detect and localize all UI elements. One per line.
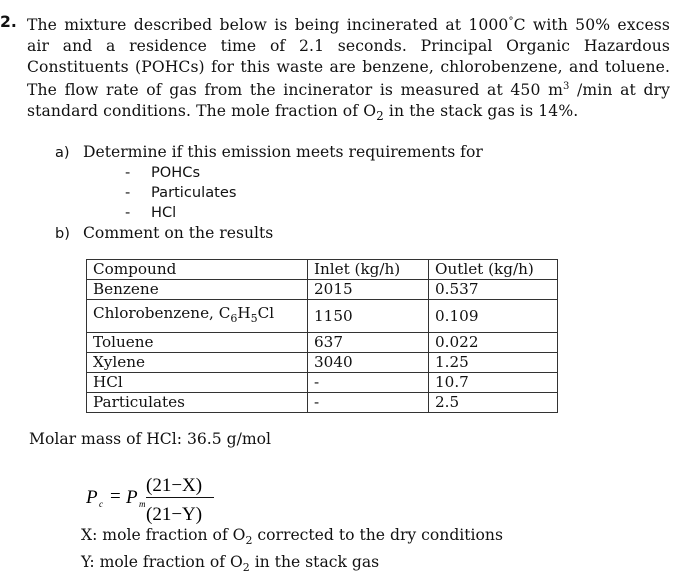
list-item-text: Particulates <box>151 184 237 201</box>
definition-y <box>81 552 503 578</box>
formula-denominator: (21−Y) <box>146 504 203 525</box>
table-cell: 10.7 <box>429 373 558 393</box>
table-row <box>87 300 558 333</box>
formula-lhs: P <box>86 487 98 508</box>
dash-bullet: - <box>125 204 131 221</box>
o2-subscript: 2 <box>376 109 384 124</box>
table-header-cell: Inlet (kg/h) <box>308 260 429 280</box>
emissions-table <box>86 259 558 413</box>
correction-formula <box>86 470 286 526</box>
table-row <box>87 393 558 413</box>
table-cell: 3040 <box>308 353 429 373</box>
definition-y-sub: 2 <box>242 560 250 574</box>
table-cell: - <box>308 393 429 413</box>
table-cell: Benzene <box>87 280 308 300</box>
subquestion-list <box>55 142 483 244</box>
dash-bullet: - <box>125 164 131 181</box>
subquestion-a <box>55 142 483 163</box>
table-header-row <box>87 260 558 280</box>
requirement-list <box>55 163 483 223</box>
list-item <box>55 163 483 183</box>
definition-x-end: corrected to the dry conditions <box>252 526 503 544</box>
table-header-cell: Outlet (kg/h) <box>429 260 558 280</box>
list-item <box>55 203 483 223</box>
formula-numerator: (21−X) <box>146 475 203 496</box>
problem-text-part2: C with 50% excess air and a residence time of 2.1 seconds. Principal Organic Hazardous Constituents (POHCs) for this waste are benzene, chlorobenzene, and toluene. The flow rate of gas from the incinerator is measured at 450 m <box>27 16 671 100</box>
problem-text-part4: in the stack gas is 14%. <box>383 102 579 121</box>
definition-y-start: Y: mole fraction of O <box>81 552 243 571</box>
dash-bullet: - <box>125 184 131 201</box>
table-cell: 1.25 <box>429 353 558 373</box>
definition-y-end: in the stack gas <box>249 552 380 571</box>
table-row <box>87 333 558 353</box>
cubic-superscript: 3 <box>562 81 570 93</box>
table-cell-chlorobenzene <box>87 300 308 333</box>
table-cell: 2.5 <box>429 393 558 413</box>
variable-definitions <box>81 525 503 578</box>
table-row <box>87 280 558 300</box>
subquestion-a-label: a) <box>55 145 70 161</box>
table-cell: Particulates <box>87 393 308 413</box>
problem-text-part3: /min at dry standard conditions. The mole fraction of O <box>27 81 671 121</box>
problem-text <box>27 12 670 127</box>
problem-text-part1: The mixture described below is being incinerated at 1000 <box>27 16 509 35</box>
table-cell: 0.109 <box>429 300 558 333</box>
list-item-text: HCl <box>151 204 177 221</box>
chloro-prefix: Chlorobenzene, C <box>93 304 231 322</box>
table-cell: Xylene <box>87 353 308 373</box>
subquestion-b-text: Comment on the results <box>83 224 274 242</box>
problem-statement <box>0 12 670 127</box>
formula-rhs-sub: m <box>139 499 146 509</box>
chloro-h: H <box>237 304 251 322</box>
molar-mass-note: Molar mass of HCl: 36.5 g/mol <box>29 430 272 448</box>
formula-equals: = <box>110 486 121 507</box>
definition-x <box>81 525 503 552</box>
table-cell: 1150 <box>308 300 429 333</box>
formula-rhs: P <box>126 487 138 508</box>
definition-x-sub: 2 <box>245 534 253 548</box>
chloro-h-subscript: 5 <box>250 312 258 326</box>
subquestion-b <box>55 223 483 244</box>
list-item <box>55 183 483 203</box>
table-cell: - <box>308 373 429 393</box>
table-cell: 0.022 <box>429 333 558 353</box>
table-row <box>87 373 558 393</box>
subquestion-a-text: Determine if this emission meets requirements for <box>83 143 483 161</box>
list-item-text: POHCs <box>151 164 201 181</box>
chloro-cl: Cl <box>257 304 275 322</box>
subquestion-b-label: b) <box>55 226 70 242</box>
table-cell: HCl <box>87 373 308 393</box>
table-row <box>87 353 558 373</box>
table-cell: 2015 <box>308 280 429 300</box>
table-header-cell: Compound <box>87 260 308 280</box>
degree-sign: ° <box>508 16 514 27</box>
formula-lhs-sub: c <box>99 499 103 509</box>
problem-number: 2. <box>0 13 17 31</box>
table-cell: 0.537 <box>429 280 558 300</box>
table-cell: Toluene <box>87 333 308 353</box>
definition-x-start: X: mole fraction of O <box>81 526 246 544</box>
table-cell: 637 <box>308 333 429 353</box>
chloro-c-subscript: 6 <box>230 312 238 326</box>
